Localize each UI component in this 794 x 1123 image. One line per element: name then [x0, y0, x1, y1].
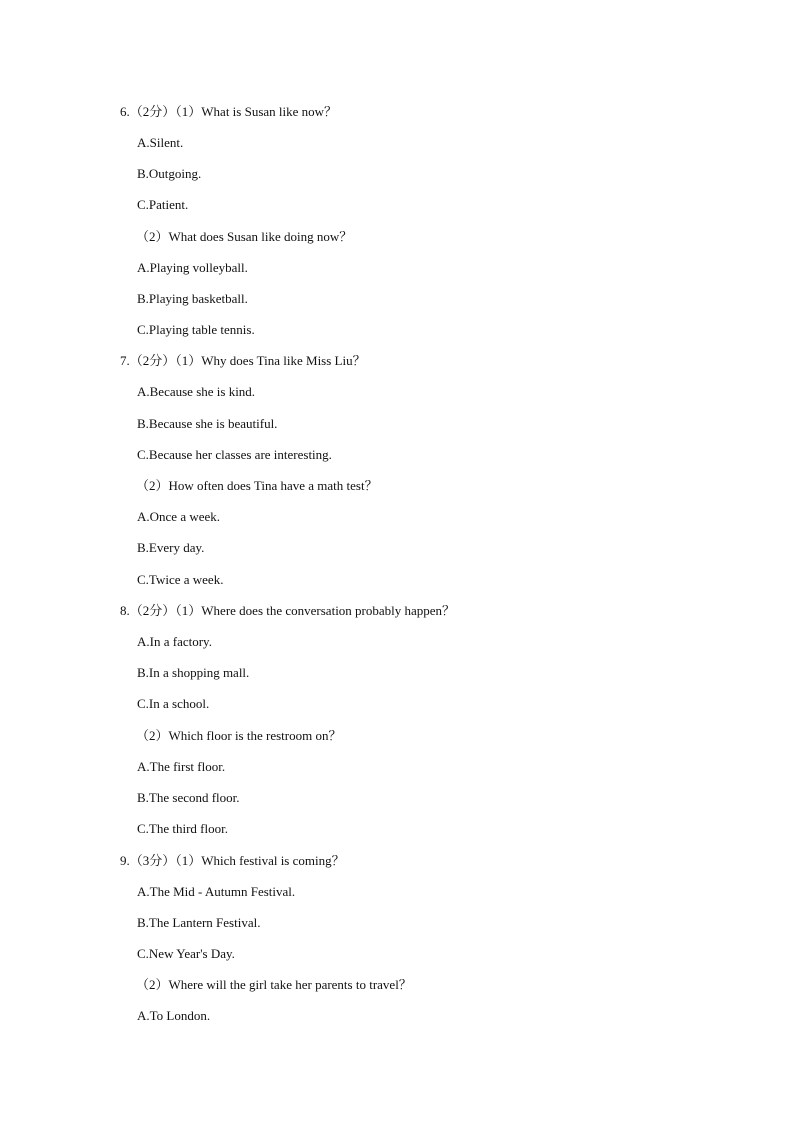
question-prompt: What is Susan like now？	[201, 104, 338, 119]
question-number: 8.	[120, 603, 130, 618]
answer-option: A.Playing volleyball.	[137, 260, 248, 275]
answer-option: A.The first floor.	[137, 759, 226, 774]
question-7-header	[120, 353, 366, 369]
answer-option: B.In a shopping mall.	[137, 665, 250, 680]
answer-option: C.In a school.	[137, 696, 210, 711]
part-label: （1）	[175, 853, 202, 868]
question-prompt: Where does the conversation probably happen？	[201, 603, 456, 618]
answer-option: C.Twice a week.	[137, 572, 224, 587]
question-prompt: Which floor is the restroom on？	[168, 728, 342, 743]
question-score: （2分）	[129, 603, 176, 618]
answer-option: A.Silent.	[137, 135, 184, 150]
part-label: （1）	[175, 603, 202, 618]
answer-option: C.Because her classes are interesting.	[137, 447, 332, 462]
answer-option: B.Outgoing.	[137, 166, 202, 181]
question-prompt: Which festival is coming？	[201, 853, 345, 868]
answer-option: A.The Mid - Autumn Festival.	[137, 884, 296, 899]
question-9-header	[120, 853, 345, 869]
question-number: 6.	[120, 104, 130, 119]
part-label: （1）	[175, 353, 202, 368]
question-prompt: Where will the girl take her parents to travel？	[168, 977, 412, 992]
question-prompt: Why does Tina like Miss Liu？	[201, 353, 366, 368]
question-score: （3分）	[129, 853, 176, 868]
sub-question	[136, 229, 352, 245]
answer-option: A.Because she is kind.	[137, 384, 256, 399]
part-label: （2）	[136, 229, 169, 244]
answer-option: B.Because she is beautiful.	[137, 416, 278, 431]
answer-option: C.Playing table tennis.	[137, 322, 255, 337]
question-number: 9.	[120, 853, 130, 868]
question-8-header	[120, 603, 455, 619]
sub-question	[136, 728, 341, 744]
part-label: （2）	[136, 478, 169, 493]
answer-option: C.Patient.	[137, 197, 189, 212]
answer-option: C.The third floor.	[137, 821, 228, 836]
answer-option: A.To London.	[137, 1008, 211, 1023]
answer-option: C.New Year's Day.	[137, 946, 235, 961]
answer-option: A.Once a week.	[137, 509, 221, 524]
part-label: （2）	[136, 977, 169, 992]
answer-option: B.The Lantern Festival.	[137, 915, 261, 930]
answer-option: B.Playing basketball.	[137, 291, 248, 306]
answer-option: B.Every day.	[137, 540, 205, 555]
question-number: 7.	[120, 353, 130, 368]
sub-question	[136, 478, 378, 494]
question-prompt: What does Susan like doing now？	[168, 229, 353, 244]
question-score: （2分）	[129, 104, 176, 119]
part-label: （1）	[175, 104, 202, 119]
question-6-header	[120, 104, 337, 120]
part-label: （2）	[136, 728, 169, 743]
question-score: （2分）	[129, 353, 176, 368]
sub-question	[136, 977, 412, 993]
question-prompt: How often does Tina have a math test？	[168, 478, 378, 493]
answer-option: B.The second floor.	[137, 790, 240, 805]
answer-option: A.In a factory.	[137, 634, 212, 649]
